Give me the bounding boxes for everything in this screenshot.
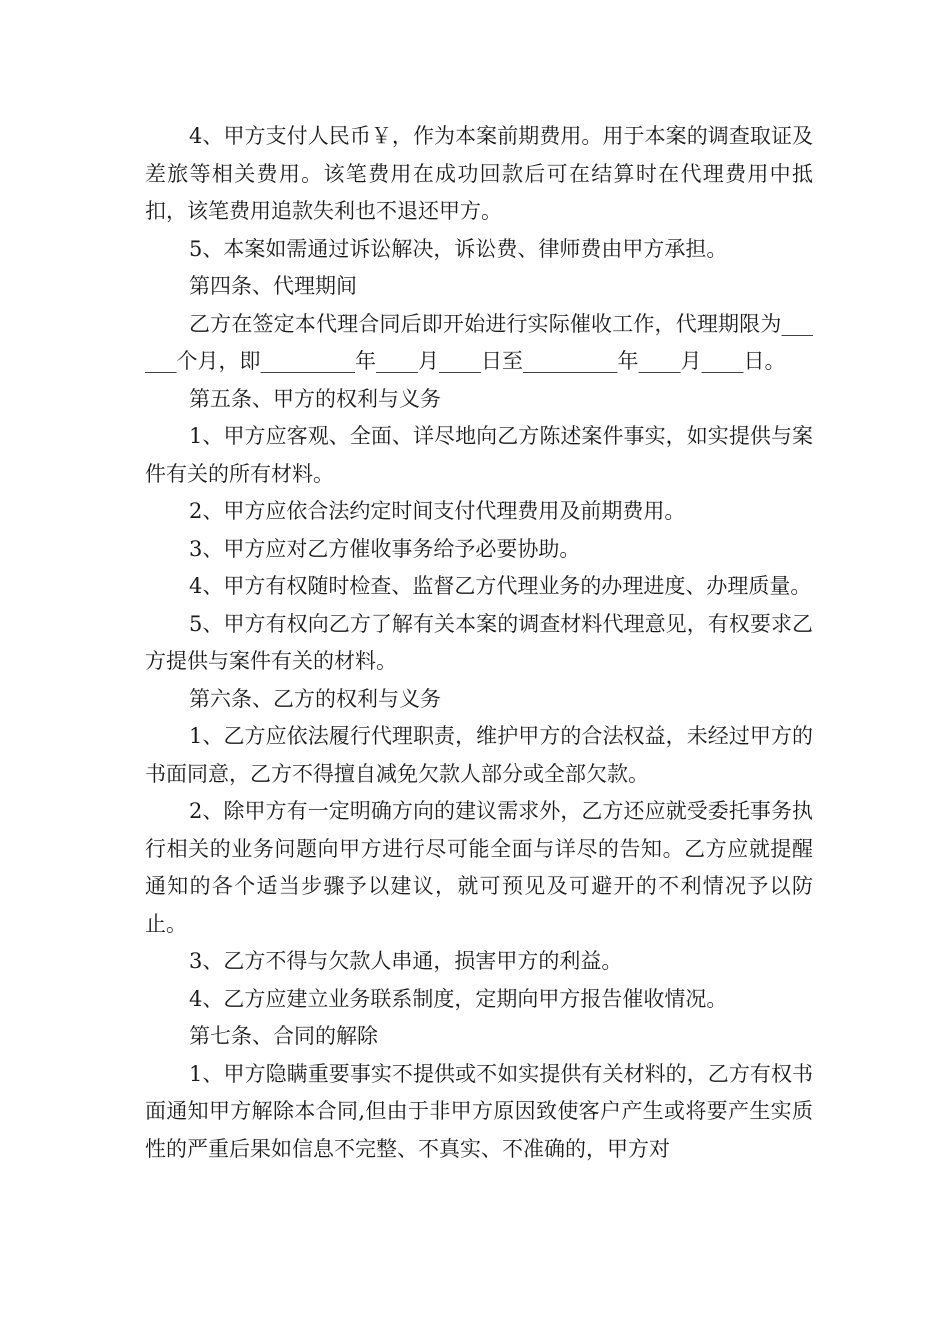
clause-4-body: 乙方在签定本代理合同后即开始进行实际催收工作，代理期限为______个月，即_________年____月____日至_________年____月____日。 xyxy=(145,311,813,373)
clause-6-item-3: 3、乙方不得与欠款人串通，损害甲方的利益。 xyxy=(189,949,623,973)
clause-6-heading: 第六条、乙方的权利与义务 xyxy=(189,686,441,711)
clause-5-item-1: 1、甲方应客观、全面、详尽地向乙方陈述案件事实，如实提供与案件有关的所有材料。 xyxy=(145,424,813,486)
clause-6-item-1: 1、乙方应依法履行代理职责，维护甲方的合法权益，未经过甲方的书面同意，乙方不得擅自减免欠款人部分或全部欠款。 xyxy=(145,724,813,786)
clause-6-item-2: 2、除甲方有一定明确方向的建议需求外，乙方还应就受委托事务执行相关的业务问题向甲方进行尽可能全面与详尽的告知。乙方应就提醒通知的各个适当步骤予以建议，就可预见及可避开的不利情况予以防止。 xyxy=(145,799,813,936)
clause-5-heading: 第五条、甲方的权利与义务 xyxy=(189,386,441,411)
clause-5-item-3: 3、甲方应对乙方催收事务给予必要协助。 xyxy=(189,536,581,561)
clause-3-item-4: 4、甲方支付人民币￥，作为本案前期费用。用于本案的调查取证及差旅等相关费用。该笔费用在成功回款后可在结算时在代理费用中抵扣，该笔费用追款失利也不退还甲方。 xyxy=(145,124,813,223)
clause-4-heading: 第四条、代理期间 xyxy=(189,274,357,298)
clause-7-item-1: 1、甲方隐瞒重要事实不提供或不如实提供有关材料的，乙方有权书面通知甲方解除本合同,但由于非甲方原因致使客户产生或将要产生实质性的严重后果如信息不完整、不真实、不准确的，甲方对 xyxy=(145,1061,813,1161)
clause-6-item-4: 4、乙方应建立业务联系制度，定期向甲方报告催收情况。 xyxy=(189,986,728,1011)
clause-3-item-5: 5、本案如需通过诉讼解决，诉讼费、律师费由甲方承担。 xyxy=(189,236,728,261)
clause-5-item-4: 4、甲方有权随时检查、监督乙方代理业务的办理进度、办理质量。 xyxy=(189,574,812,598)
clause-5-item-5: 5、甲方有权向乙方了解有关本案的调查材料代理意见，有权要求乙方提供与案件有关的材料。 xyxy=(145,611,813,673)
document-body xyxy=(145,118,813,1168)
clause-5-item-2: 2、甲方应依合法约定时间支付代理费用及前期费用。 xyxy=(189,499,686,523)
clause-7-heading: 第七条、合同的解除 xyxy=(189,1024,378,1048)
